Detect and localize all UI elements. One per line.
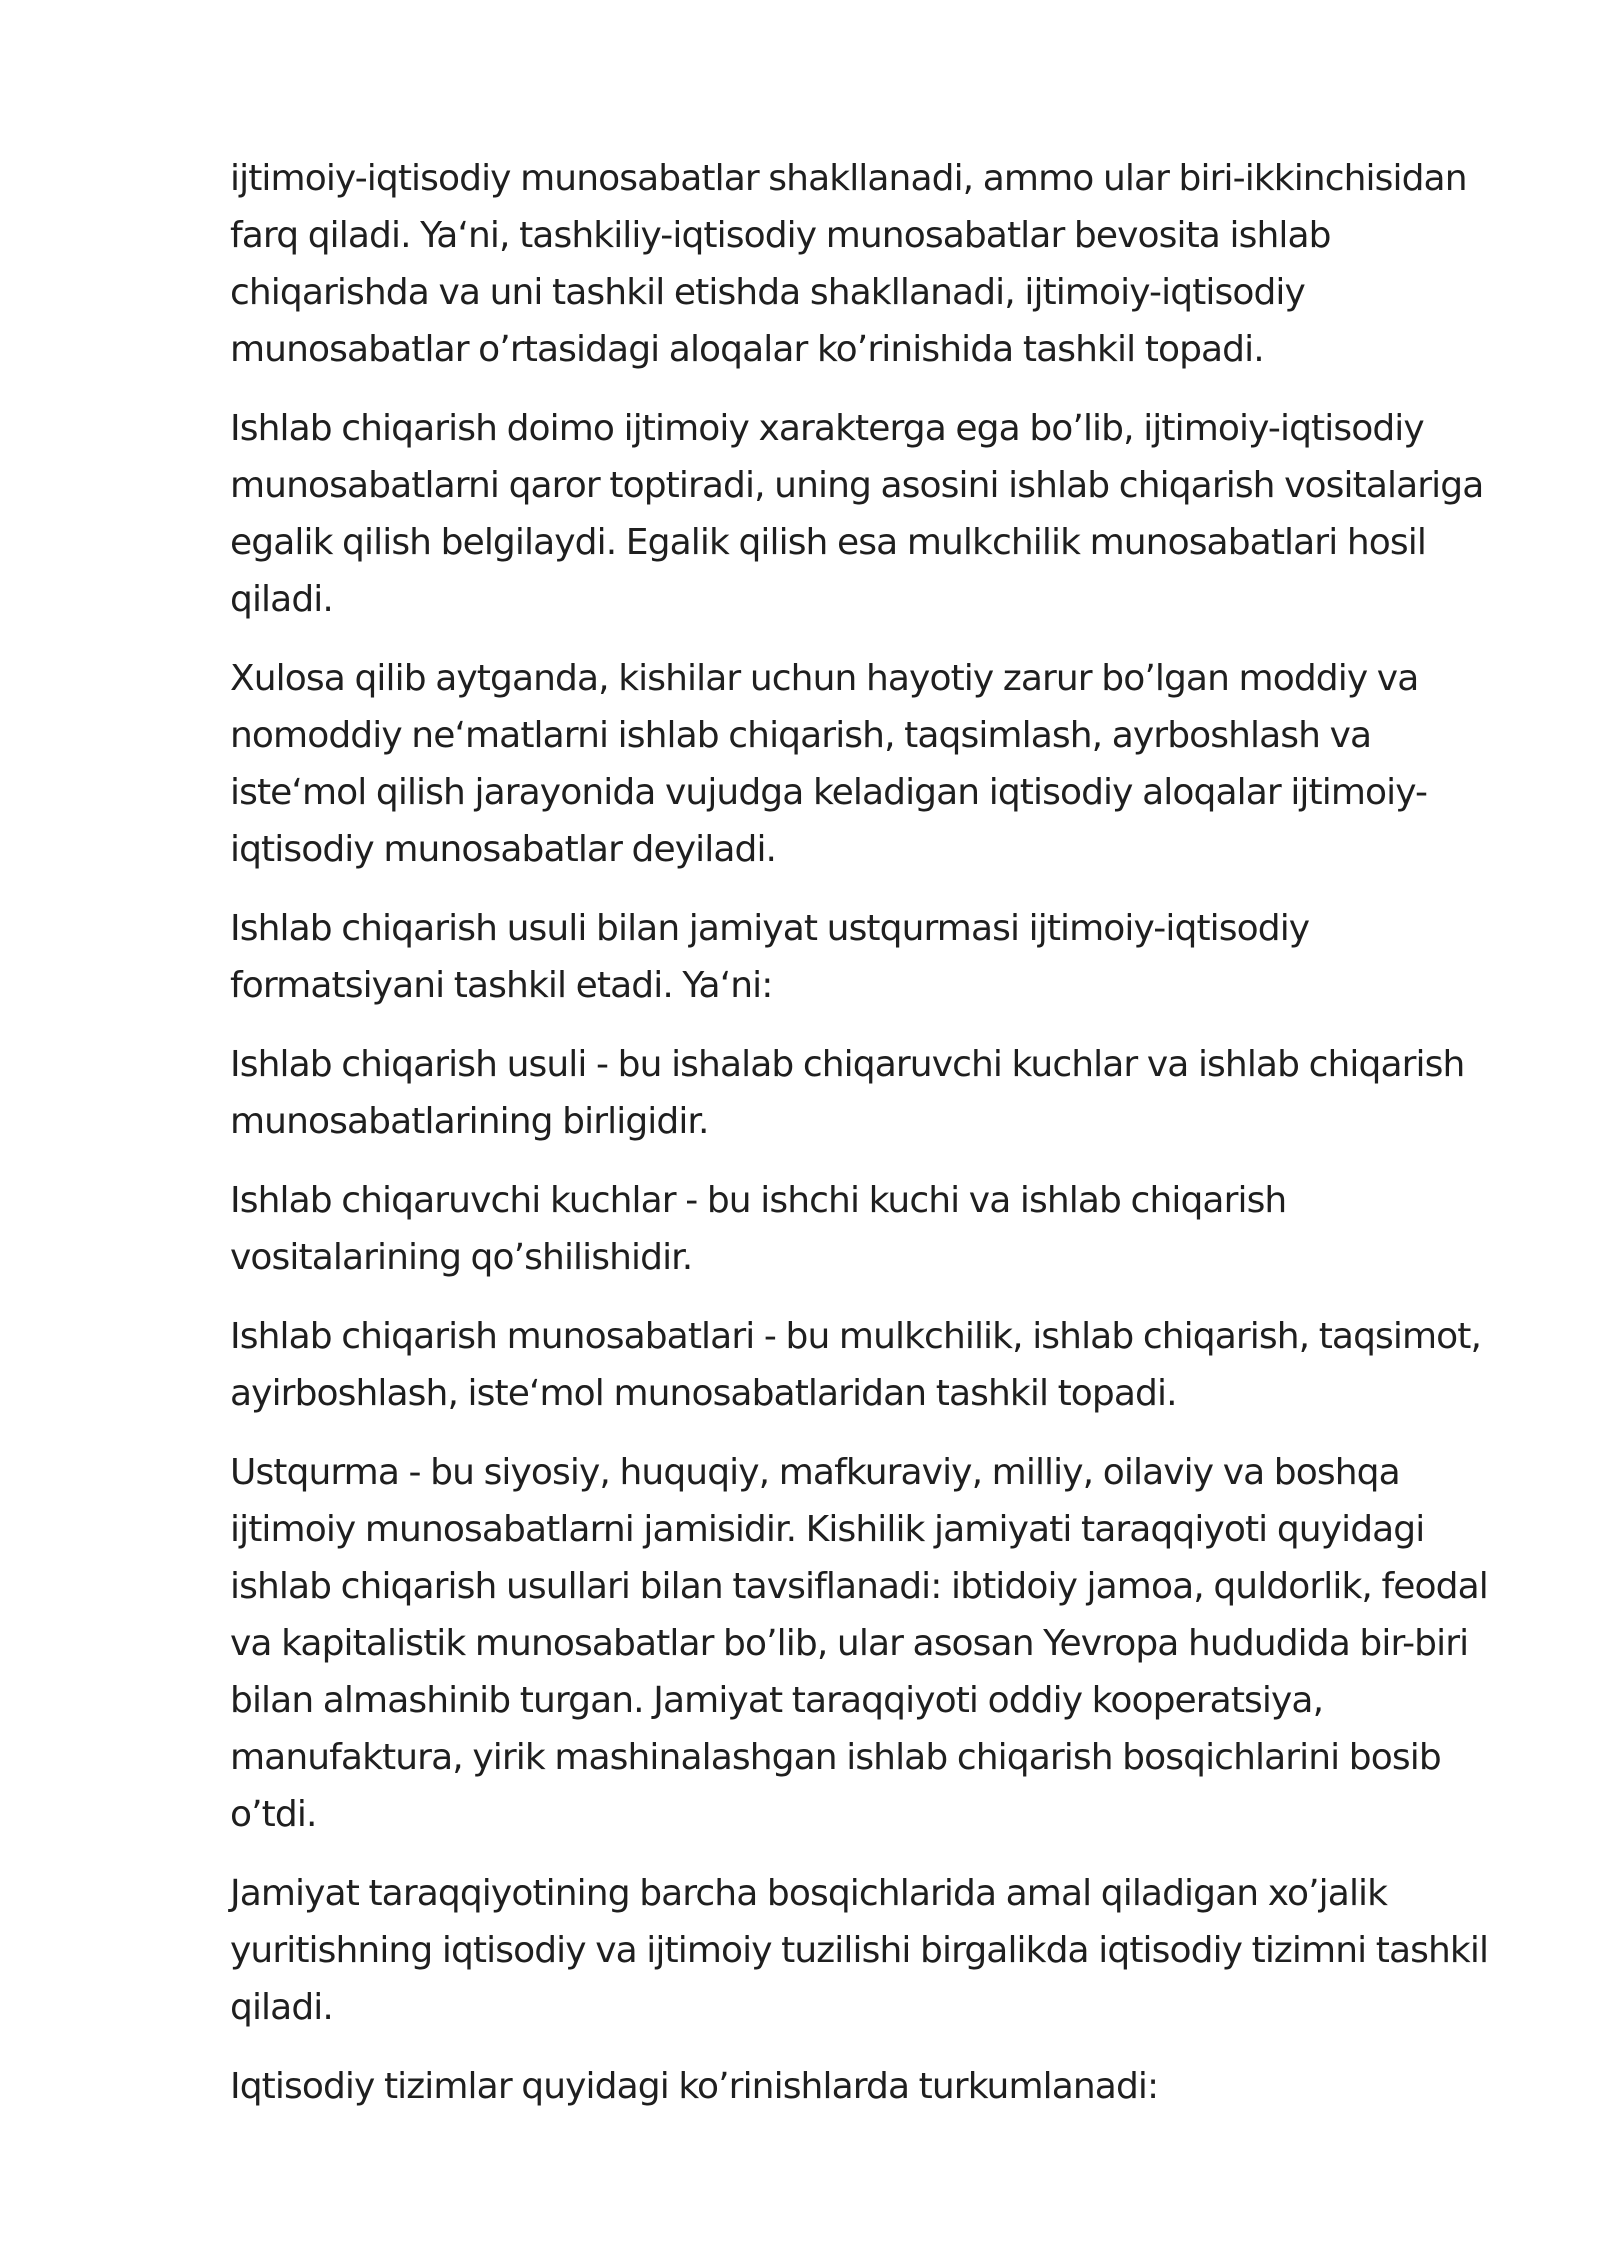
paragraph-2: Ishlab chiqarish doimo ijtimoiy xarakterga ega bo’lib, ijtimoiy-iqtisodiy munosabatlarni qaror toptiradi, uning asosini ishlab chiqarish vositalariga egalik qilish belgilaydi. Egalik qilish esa mulkchilik munosabatlari hosil qiladi. xyxy=(230,408,1484,620)
paragraph-7: Ishlab chiqarish munosabatlari - bu mulkchilik, ishlab chiqarish, taqsimot, ayirboshlash, iste‘mol munosabatlaridan tashkil topadi. xyxy=(230,1316,1482,1414)
paragraph-1: ijtimoiy-iqtisodiy munosabatlar shakllanadi, ammo ular biri-ikkinchisidan farq qiladi. Ya‘ni, tashkiliy-iqtisodiy munosabatlar bevosita ishlab chiqarishda va uni tashkil etishda shakllanadi, ijtimoiy-iqtisodiy munosabatlar o’rtasidagi aloqalar ko’rinishida tashkil topadi. xyxy=(230,158,1467,370)
paragraph-9: Jamiyat taraqqiyotining barcha bosqichlarida amal qiladigan xo’jalik yuritishning iqtisodiy va ijtimoiy tuzilishi birgalikda iqtisodiy tizimni tashkil qiladi. xyxy=(230,1873,1489,2028)
paragraph-4: Ishlab chiqarish usuli bilan jamiyat ustqurmasi ijtimoiy-iqtisodiy formatsiyani tashkil etadi. Ya‘ni: xyxy=(230,908,1310,1006)
paragraph-8: Ustqurma - bu siyosiy, huquqiy, mafkuraviy, milliy, oilaviy va boshqa ijtimoiy munosabatlarni jamisidir. Kishilik jamiyati taraqqiyoti quyidagi ishlab chiqarish usullari bilan tavsiflanadi: ibtidoiy jamoa, quldorlik, feodal va kapitalistik munosabatlar bo’lib, ular asosan Yevropa hududida bir-biri bilan almashinib turgan. Jamiyat taraqqiyoti oddiy kooperatsiya, manufaktura, yirik mashinalashgan ishlab chiqarish bosqichlarini bosib o’tdi. xyxy=(230,1452,1488,1835)
paragraph-3: Xulosa qilib aytganda, kishilar uchun hayotiy zarur bo’lgan moddiy va nomoddiy ne‘matlarni ishlab chiqarish, taqsimlash, ayrboshlash va iste‘mol qilish jarayonida vujudga keladigan iqtisodiy aloqalar ijtimoiy-iqtisodiy munosabatlar deyiladi. xyxy=(230,658,1428,870)
paragraph-5: Ishlab chiqarish usuli - bu ishalab chiqaruvchi kuchlar va ishlab chiqarish munosabatlarining birligidir. xyxy=(230,1044,1465,1142)
paragraph-10: Iqtisodiy tizimlar quyidagi ko’rinishlarda turkumlanadi: xyxy=(230,2066,1159,2107)
paragraph-6: Ishlab chiqaruvchi kuchlar - bu ishchi kuchi va ishlab chiqarish vositalarining qo’shilishidir. xyxy=(230,1180,1287,1278)
document-body xyxy=(230,150,1500,2137)
